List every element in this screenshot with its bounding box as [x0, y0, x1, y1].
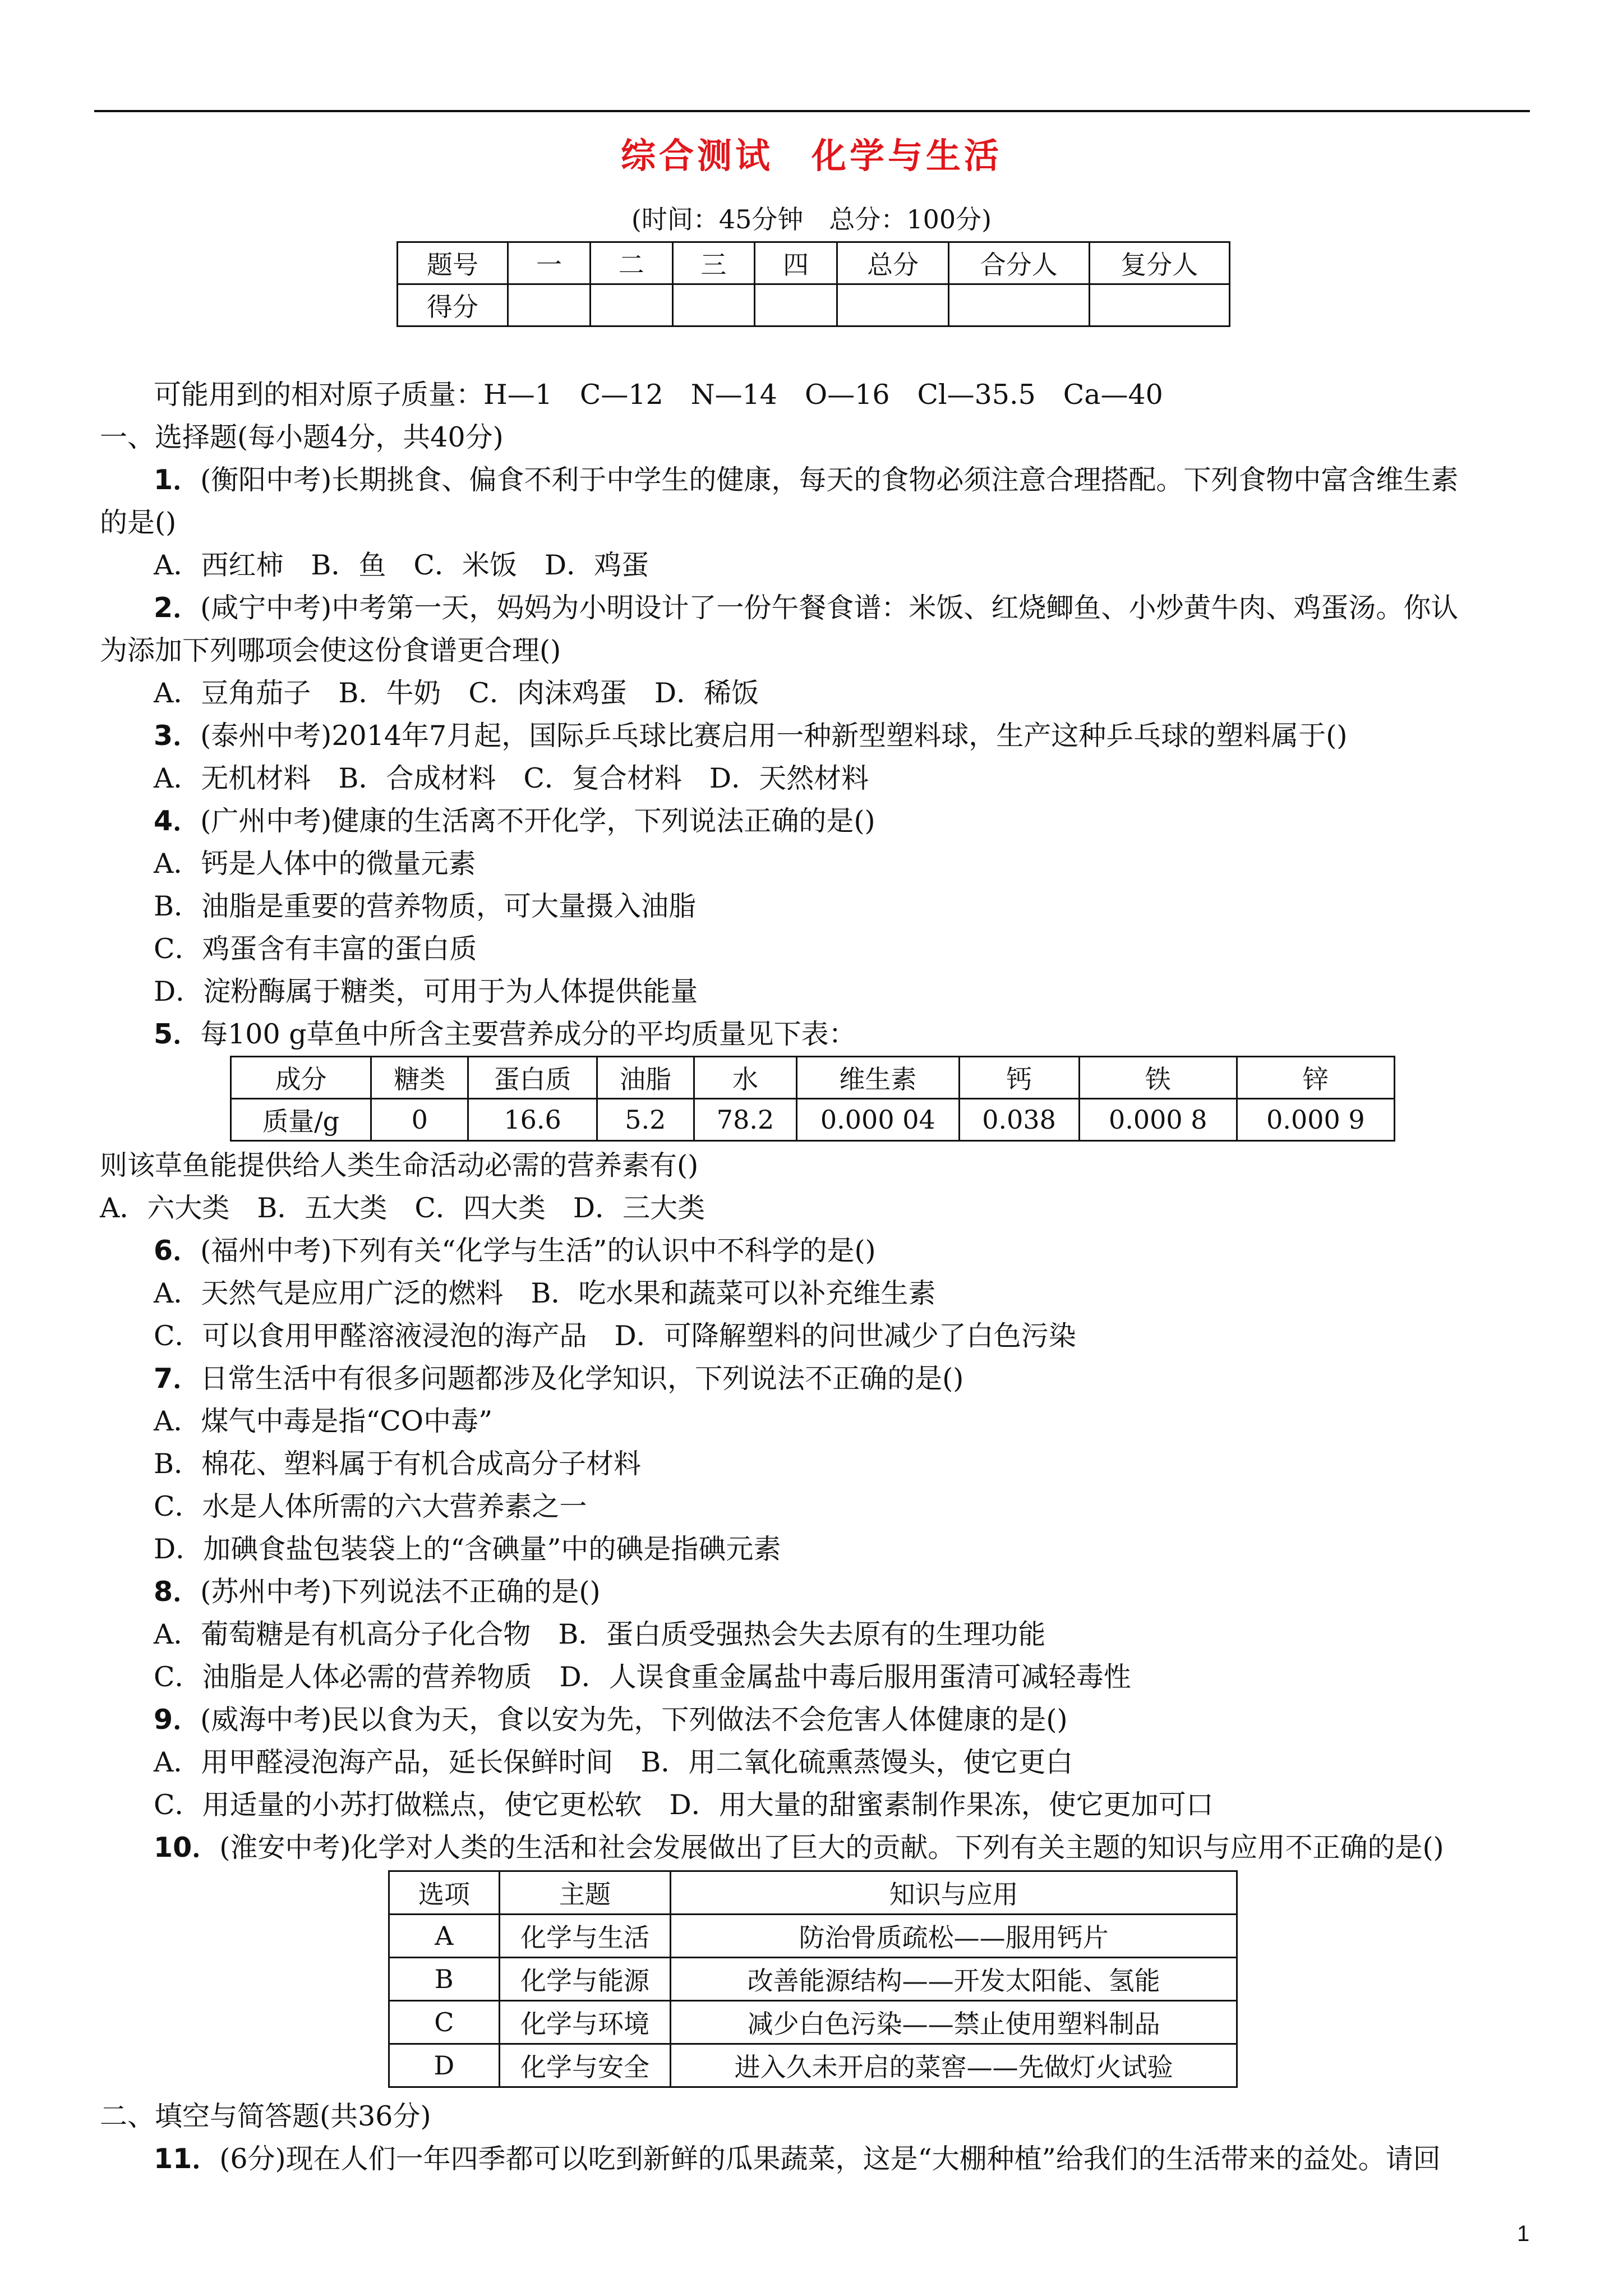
- topic-theme-cell: 化学与安全: [499, 2044, 671, 2087]
- question-number: 11．: [154, 2143, 220, 2175]
- score-header-cell: 四: [755, 242, 837, 284]
- question-number: 2．: [154, 592, 201, 624]
- nutrition-value-cell: 0.000 04: [797, 1099, 959, 1141]
- nutrition-value-cell: 0.000 9: [1237, 1099, 1394, 1141]
- nutrition-header-cell: 成分: [231, 1057, 371, 1099]
- question-number: 5．: [154, 1018, 201, 1050]
- topic-knowledge-cell: 进入久未开启的菜窖——先做灯火试验: [671, 2044, 1237, 2087]
- question-text: (6分)现在人们一年四季都可以吃到新鲜的瓜果蔬菜，这是“大棚种植”给我们的生活带来的益处。请回: [219, 2143, 1441, 2175]
- nutrition-header-cell: 维生素: [797, 1057, 959, 1099]
- question-2-options: A．豆角茄子 B．牛奶 C．肉沫鸡蛋 D．稀饭: [154, 677, 759, 709]
- exam-info: (时间：45分钟 总分：100分): [631, 204, 992, 234]
- topic-option-cell: C: [389, 2001, 500, 2044]
- question-1-stem: [154, 459, 1589, 501]
- topic-option-cell: B: [389, 1958, 500, 2001]
- topic-header-cell: 知识与应用: [671, 1871, 1237, 1915]
- nutrition-header-cell: 糖类: [371, 1057, 468, 1099]
- question-7-stem: [154, 1358, 1589, 1400]
- question-4-option-b: B．油脂是重要的营养物质，可大量摄入油脂: [154, 890, 697, 922]
- question-10-stem: [154, 1826, 1589, 1869]
- question-4-stem: [154, 800, 1589, 843]
- question-3-options: A．无机材料 B．合成材料 C．复合材料 D．天然材料: [154, 762, 869, 794]
- score-cell: [755, 284, 837, 326]
- question-6-options-cd: C．可以食用甲醛溶液浸泡的海产品 D．可降解塑料的问世减少了白色污染: [154, 1320, 1076, 1352]
- question-4-option-d: D．淀粉酶属于糖类，可用于为人体提供能量: [154, 976, 698, 1007]
- section1-heading: 一、选择题(每小题4分，共40分): [100, 421, 504, 453]
- topic-theme-cell: 化学与能源: [499, 1958, 671, 2001]
- question-9-stem: [154, 1699, 1589, 1741]
- question-text: (福州中考)下列有关“化学与生活”的认识中不科学的是(): [200, 1235, 876, 1267]
- question-text: (泰州中考)2014年7月起，国际乒乓球比赛启用一种新型塑料球，生产这种乒乓球的塑料属于(): [200, 720, 1348, 752]
- score-table: [396, 241, 1230, 327]
- question-8-options-cd: C．油脂是人体必需的营养物质 D．人误食重金属盐中毒后服用蛋清可减轻毒性: [154, 1661, 1131, 1693]
- question-text: 每100 g草鱼中所含主要营养成分的平均质量见下表：: [200, 1018, 856, 1050]
- score-cell: [508, 284, 591, 326]
- topic-table: [388, 1870, 1238, 2088]
- nutrition-value-cell: 16.6: [468, 1099, 597, 1141]
- nutrition-value-cell: 78.2: [694, 1099, 796, 1141]
- question-7-option-c: C．水是人体所需的六大营养素之一: [154, 1490, 587, 1522]
- nutrition-value-cell: 5.2: [597, 1099, 694, 1141]
- topic-header-cell: 主题: [499, 1871, 671, 1915]
- question-text: (威海中考)民以食为天，食以安为先，下列做法不会危害人体健康的是(): [200, 1704, 1068, 1736]
- question-text: 日常生活中有很多问题都涉及化学知识，下列说法不正确的是(): [200, 1363, 964, 1395]
- nutrition-table: [230, 1056, 1395, 1142]
- question-2-stem: [154, 587, 1589, 629]
- question-7-option-d: D．加碘食盐包装袋上的“含碘量”中的碘是指碘元素: [154, 1533, 781, 1565]
- question-text: (广州中考)健康的生活离不开化学，下列说法正确的是(): [200, 805, 875, 837]
- question-9-options-ab: A．用甲醛浸泡海产品，延长保鲜时间 B．用二氧化硫熏蒸馒头，使它更白: [154, 1746, 1073, 1778]
- score-row-label: 得分: [398, 284, 508, 326]
- question-number: 1．: [154, 464, 201, 496]
- question-6-stem: [154, 1230, 1589, 1272]
- score-header-cell: 题号: [398, 242, 508, 284]
- score-header-cell: 复分人: [1089, 242, 1230, 284]
- question-7-option-a: A．煤气中毒是指“CO中毒”: [154, 1405, 493, 1437]
- question-5-stem: [154, 1013, 1589, 1056]
- question-8-stem: [154, 1571, 1589, 1613]
- page-title: 综合测试 化学与生活: [620, 135, 1002, 176]
- question-4-option-a: A．钙是人体中的微量元素: [154, 848, 476, 880]
- topic-theme-cell: 化学与生活: [499, 1915, 671, 1958]
- nutrition-row-label: 质量/g: [231, 1099, 371, 1141]
- score-cell: [590, 284, 672, 326]
- score-header-cell: 总分: [837, 242, 949, 284]
- nutrition-header-cell: 铁: [1079, 1057, 1237, 1099]
- topic-knowledge-cell: 改善能源结构——开发太阳能、氢能: [671, 1958, 1237, 2001]
- question-3-stem: [154, 715, 1589, 757]
- score-header-cell: 二: [590, 242, 672, 284]
- topic-option-cell: D: [389, 2044, 500, 2087]
- nutrition-value-cell: 0.038: [959, 1099, 1079, 1141]
- question-7-option-b: B．棉花、塑料属于有机合成高分子材料: [154, 1448, 642, 1480]
- score-cell: [949, 284, 1089, 326]
- topic-theme-cell: 化学与环境: [499, 2001, 671, 2044]
- page-number: 1: [1517, 2221, 1530, 2246]
- header-rule: [94, 110, 1530, 112]
- topic-knowledge-cell: 减少白色污染——禁止使用塑料制品: [671, 2001, 1237, 2044]
- question-text: (衡阳中考)长期挑食、偏食不利于中学生的健康，每天的食物必须注意合理搭配。下列食物中富含维生素: [200, 464, 1459, 496]
- score-header-cell: 合分人: [949, 242, 1089, 284]
- question-text: (苏州中考)下列说法不正确的是(): [200, 1576, 601, 1608]
- topic-header-cell: 选项: [389, 1871, 500, 1915]
- topic-option-cell: A: [389, 1915, 500, 1958]
- question-number: 10．: [154, 1832, 220, 1864]
- question-text: (淮安中考)化学对人类的生活和社会发展做出了巨大的贡献。下列有关主题的知识与应用不正确的是(): [219, 1832, 1444, 1864]
- nutrition-header-cell: 钙: [959, 1057, 1079, 1099]
- question-1-stem-cont: 的是(): [100, 507, 177, 539]
- question-5-options: A．六大类 B．五大类 C．四大类 D．三大类: [100, 1192, 706, 1224]
- question-11-stem: [154, 2138, 1589, 2180]
- question-number: 7．: [154, 1363, 201, 1395]
- question-number: 4．: [154, 805, 201, 837]
- question-2-stem-cont: 为添加下列哪项会使这份食谱更合理(): [100, 634, 561, 666]
- score-header-cell: 一: [508, 242, 591, 284]
- question-4-option-c: C．鸡蛋含有丰富的蛋白质: [154, 933, 477, 965]
- question-number: 8．: [154, 1576, 201, 1608]
- nutrition-header-cell: 锌: [1237, 1057, 1394, 1099]
- section2-heading: 二、填空与简答题(共36分): [100, 2100, 431, 2132]
- question-9-options-cd: C．用适量的小苏打做糕点，使它更松软 D．用大量的甜蜜素制作果冻，使它更加可口: [154, 1789, 1214, 1821]
- atomic-masses: 可能用到的相对原子质量：H—1 C—12 N—14 O—16 Cl—35.5 Ca—40: [154, 379, 1163, 411]
- question-text: (咸宁中考)中考第一天，妈妈为小明设计了一份午餐食谱：米饭、红烧鲫鱼、小炒黄牛肉、鸡蛋汤。你认: [200, 592, 1459, 624]
- question-1-options: A．西红柿 B．鱼 C．米饭 D．鸡蛋: [154, 549, 649, 581]
- nutrition-value-cell: 0: [371, 1099, 468, 1141]
- question-number: 6．: [154, 1235, 201, 1267]
- question-5-stem-cont: 则该草鱼能提供给人类生命活动必需的营养素有(): [100, 1149, 699, 1181]
- nutrition-value-cell: 0.000 8: [1079, 1099, 1237, 1141]
- nutrition-header-cell: 油脂: [597, 1057, 694, 1099]
- topic-knowledge-cell: 防治骨质疏松——服用钙片: [671, 1915, 1237, 1958]
- question-6-options-ab: A．天然气是应用广泛的燃料 B．吃水果和蔬菜可以补充维生素: [154, 1277, 936, 1309]
- question-number: 3．: [154, 720, 201, 752]
- score-header-cell: 三: [672, 242, 755, 284]
- question-number: 9．: [154, 1704, 201, 1736]
- score-cell: [1089, 284, 1230, 326]
- nutrition-header-cell: 蛋白质: [468, 1057, 597, 1099]
- score-cell: [837, 284, 949, 326]
- nutrition-header-cell: 水: [694, 1057, 796, 1099]
- question-8-options-ab: A．葡萄糖是有机高分子化合物 B．蛋白质受强热会失去原有的生理功能: [154, 1618, 1046, 1650]
- score-cell: [672, 284, 755, 326]
